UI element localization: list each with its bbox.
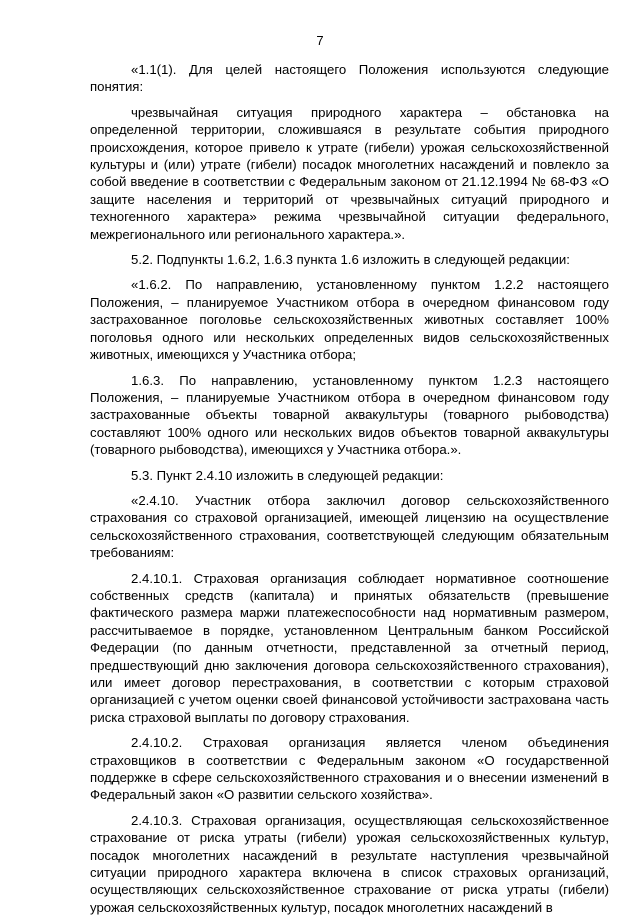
paragraph: «1.1(1). Для целей настоящего Положения используются следующие понятия: <box>90 62 609 95</box>
paragraph: 2.4.10.3. Страховая организация, осуществляющая сельскохозяйственное страхование от риска утраты (гибели) урожая сельскохозяйственных культур, посадок многолетних насаждений в результате наступления чрезвычайной ситуации природного характера включена в список страховых организаций, осуществляющих сельскохозяйственное страхование от риска утраты (гибели) урожая сельскохозяйственных культур, посадок многолетних насаждений в <box>90 812 609 915</box>
paragraph: 2.4.10.1. Страховая организация соблюдает нормативное соотношение собственных средств (капитала) и принятых обязательств (превышение фактического размера маржи платежеспособности над нормативным размером, рассчитываемое в порядке, установленном Центральным банком Российской Федерации (по данным отчетности, представленной за отчетный период, предшествующий дню заключения договора сельскохозяйственного страхования), или имеет договор перестрахования, в соответствии с которым страховой организацией с учетом оценки своей финансовой устойчивости застрахована часть риска страховой выплаты по договору страхования. <box>90 570 609 725</box>
paragraph: 5.3. Пункт 2.4.10 изложить в следующей редакции: <box>131 467 444 483</box>
paragraph: 5.2. Подпункты 1.6.2, 1.6.3 пункта 1.6 изложить в следующей редакции: <box>131 252 570 268</box>
paragraph: «2.4.10. Участник отбора заключил договор сельскохозяйственного страхования со страховой организацией, имеющей лицензию на осуществление сельскохозяйственного страхования, соответствующей следующим обязательным требованиям: <box>90 492 609 561</box>
paragraph: 1.6.3. По направлению, установленному пунктом 1.2.3 настоящего Положения, – планируемые Участником отбора в очередном финансовом году застрахованные объекты товарной аквакультуры (товарного рыбоводства) составляют 100% одного или нескольких видов объектов товарной аквакультуры (товарного рыбоводства), имеющихся у Участника отбора.». <box>90 372 609 458</box>
paragraph: чрезвычайная ситуация природного характера – обстановка на определенной территории, сложившаяся в результате события природного происхождения, которое привело к утрате (гибели) урожая сельскохозяйственной культуры и (или) утрате (гибели) посадок многолетних насаждений и повлекло за собой введение в соответствии с Федеральным законом от 21.12.1994 № 68-ФЗ «О защите населения и территорий от чрезвычайных ситуаций природного и техногенного характера» режима чрезвычайной ситуации федерального, межрегионального или регионального характера.». <box>90 104 609 242</box>
paragraph: «1.6.2. По направлению, установленному пунктом 1.2.2 настоящего Положения, – планируемое Участником отбора в очередном финансовом году застрахованное поголовье сельскохозяйственных животных составляет 100% поголовья одного или нескольких определенных видов сельскохозяйственных животных, имеющихся у Участника отбора; <box>90 277 609 363</box>
paragraph: 2.4.10.2. Страховая организация является членом объединения страховщиков в соответствии с Федеральным законом «О государственной поддержке в сфере сельскохозяйственного страхования и о внесении изменений в Федеральный закон «О развитии сельского хозяйства». <box>90 735 609 803</box>
page-number: 7 <box>316 33 324 48</box>
document-body <box>90 61 609 924</box>
